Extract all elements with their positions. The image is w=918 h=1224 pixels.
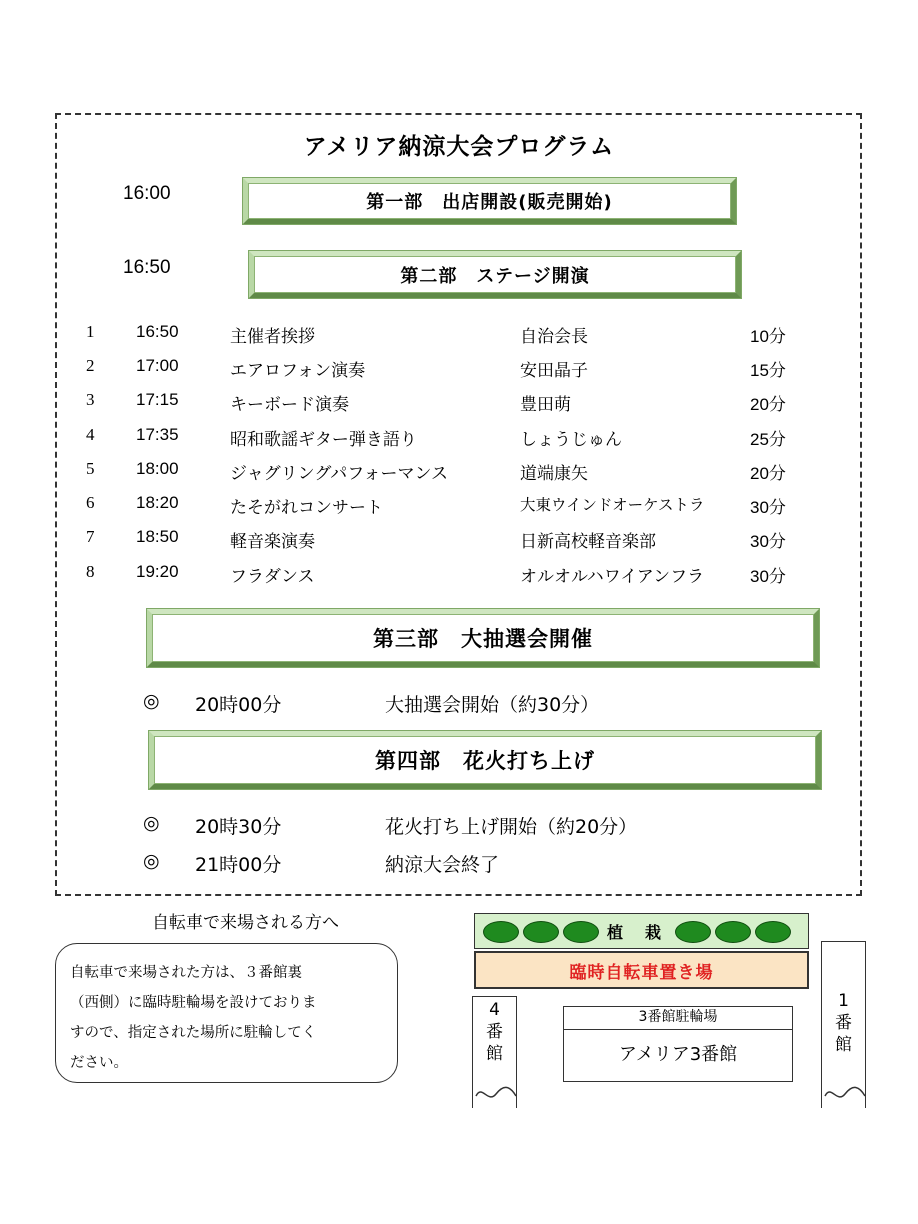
row-act: たそがれコンサート [230, 498, 383, 518]
building-1 [821, 941, 866, 1108]
row-time: 18:00 [136, 459, 179, 478]
program-row [0, 493, 918, 523]
part3-item [0, 690, 918, 720]
part4-banner [149, 731, 821, 789]
row-time: 17:35 [136, 425, 179, 444]
planting-label: 植 栽 [607, 923, 665, 942]
item-time: 20時30分 [195, 816, 282, 838]
row-performer: 道端康矢 [520, 464, 588, 484]
bike-lot-label-box [563, 1006, 793, 1030]
program-row [0, 390, 918, 420]
program-row [0, 322, 918, 352]
part1-banner [243, 178, 736, 224]
row-duration: 20分 [750, 395, 786, 414]
row-act: 昭和歌謡ギター弾き語り [230, 430, 417, 450]
row-number: 2 [86, 356, 95, 375]
shrub-icon [523, 921, 559, 943]
notice-line: 自転車で来場された方は、３番館裏 [70, 965, 302, 981]
row-number: 7 [86, 527, 95, 546]
row-performer: 自治会長 [520, 327, 588, 347]
temporary-bike-parking [474, 951, 809, 989]
program-row [0, 527, 918, 557]
program-row [0, 356, 918, 386]
item-desc: 大抽選会開始（約30分） [385, 694, 600, 716]
row-duration: 25分 [750, 430, 786, 449]
building-4-label-line: 4 [489, 1000, 500, 1020]
row-act: ジャグリングパフォーマンス [230, 464, 448, 484]
row-performer: オルオルハワイアンフラ [520, 567, 705, 587]
row-time: 18:20 [136, 493, 179, 512]
shrub-icon [715, 921, 751, 943]
building-1-label-line: 1 [838, 991, 849, 1011]
row-act: エアロフォン演奏 [230, 361, 366, 381]
shrub-icon [563, 921, 599, 943]
row-act: 軽音楽演奏 [230, 532, 315, 552]
row-performer: 安田晶子 [520, 361, 588, 381]
program-row [0, 562, 918, 592]
item-time: 20時00分 [195, 694, 282, 716]
building-4-label-line: 館 [486, 1044, 503, 1064]
item-desc: 花火打ち上げ開始（約20分） [385, 816, 638, 838]
program-row [0, 459, 918, 489]
part1-time: 16:00 [123, 183, 171, 204]
row-performer: 大東ウインドオーケストラ [520, 496, 705, 514]
building-1-break-line [823, 1086, 867, 1102]
row-duration: 30分 [750, 498, 786, 517]
row-number: 3 [86, 390, 95, 409]
row-act: キーボード演奏 [230, 395, 349, 415]
part3-label: 第三部 大抽選会開催 [373, 627, 593, 651]
row-performer: 日新高校軽音楽部 [520, 532, 656, 552]
part1-label: 第一部 出店開設(販売開始) [366, 192, 613, 213]
row-number: 5 [86, 459, 95, 478]
item-time: 21時00分 [195, 854, 282, 876]
row-time: 16:50 [136, 322, 179, 341]
parking-label: 臨時自転車置き場 [569, 962, 714, 983]
part4-item [0, 812, 918, 842]
row-time: 17:15 [136, 390, 179, 409]
notice-line: （西側）に臨時駐輪場を設けておりま [70, 995, 317, 1011]
row-number: 8 [86, 562, 95, 581]
part2-time: 16:50 [123, 257, 171, 278]
row-duration: 15分 [750, 361, 786, 380]
bullet-mark: ◎ [143, 812, 160, 834]
bike-lot-label: 3番館駐輪場 [638, 1009, 718, 1025]
bicycle-heading: 自転車で来場される方へ [152, 913, 339, 933]
notice-line: ださい。 [70, 1055, 128, 1071]
row-number: 6 [86, 493, 95, 512]
part2-label: 第二部 ステージ開演 [400, 265, 590, 287]
notice-line: すので、指定された場所に駐輪してく [70, 1025, 317, 1041]
building-4-label-line: 番 [486, 1022, 503, 1042]
building-4-break-line [474, 1086, 518, 1102]
row-duration: 30分 [750, 532, 786, 551]
page-title: アメリア納涼大会プログラム [303, 134, 615, 160]
row-performer: 豊田萌 [520, 395, 571, 415]
building-1-label-line: 番 [835, 1013, 852, 1033]
part3-banner [147, 609, 819, 667]
row-number: 1 [86, 322, 95, 341]
shrub-icon [483, 921, 519, 943]
part4-label: 第四部 花火打ち上げ [375, 749, 595, 773]
row-act: フラダンス [230, 567, 315, 587]
row-time: 19:20 [136, 562, 179, 581]
row-number: 4 [86, 425, 95, 444]
row-duration: 20分 [750, 464, 786, 483]
bicycle-notice [55, 943, 398, 1083]
planting-strip [474, 913, 809, 949]
building-3 [563, 1030, 793, 1082]
building-1-label-line: 館 [835, 1035, 852, 1055]
row-act: 主催者挨拶 [230, 327, 315, 347]
part4-item [0, 850, 918, 880]
part2-banner [249, 251, 741, 298]
bullet-mark: ◎ [143, 850, 160, 872]
row-duration: 30分 [750, 567, 786, 586]
row-time: 17:00 [136, 356, 179, 375]
program-row [0, 425, 918, 455]
shrub-icon [675, 921, 711, 943]
building-3-label: アメリア3番館 [618, 1044, 738, 1065]
shrub-icon [755, 921, 791, 943]
row-performer: しょうじゅん [520, 430, 622, 450]
item-desc: 納涼大会終了 [385, 854, 500, 876]
row-time: 18:50 [136, 527, 179, 546]
bullet-mark: ◎ [143, 690, 160, 712]
row-duration: 10分 [750, 327, 786, 346]
